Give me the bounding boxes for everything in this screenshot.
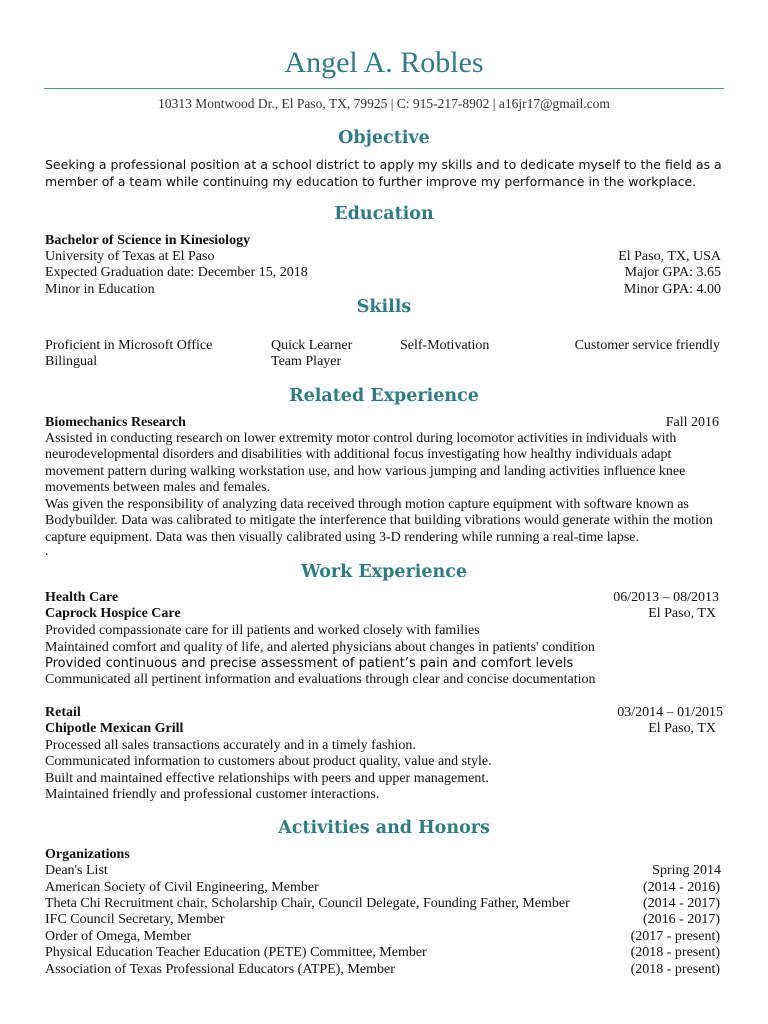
stray-period: . (45, 544, 49, 559)
objective-line: Seeking a professional position at a school district to apply my skills and to dedicate myself to the field as a (45, 157, 722, 172)
minor-gpa: Minor GPA: 4.00 (623, 282, 721, 297)
job-location: El Paso, TX (648, 606, 716, 621)
header-divider (44, 88, 724, 89)
research-date: Fall 2016 (665, 415, 719, 430)
school: University of Texas at El Paso (45, 249, 215, 264)
minor: Minor in Education (45, 282, 155, 297)
research-text-line: Assisted in conducting research on lower extremity motor control during locomotor activities in individuals with (45, 431, 677, 446)
activity-name: American Society of Civil Engineering, Member (45, 880, 319, 895)
job-location: El Paso, TX (648, 721, 716, 736)
job-duty: Provided continuous and precise assessment of patient’s pain and comfort levels (45, 656, 574, 671)
job-duty: Communicated all pertinent information and evaluations through clear and concise documentation (45, 672, 596, 687)
objective-heading: Objective (338, 128, 430, 148)
skill-item: Proficient in Microsoft Office (45, 338, 213, 353)
activity-name: Association of Texas Professional Educators (ATPE), Member (45, 962, 395, 977)
education-heading: Education (334, 204, 434, 224)
degree: Bachelor of Science in Kinesiology (45, 233, 251, 248)
activities-heading: Activities and Honors (278, 818, 490, 838)
job-field: Retail (45, 705, 81, 720)
activity-date: (2014 - 2016) (643, 880, 720, 895)
job-duty: Built and maintained effective relationships with peers and upper management. (45, 771, 489, 786)
job-duty: Maintained friendly and professional customer interactions. (45, 787, 380, 802)
job-duty: Provided compassionate care for ill patients and worked closely with families (45, 623, 480, 638)
activity-date: (2018 - present) (630, 962, 720, 977)
activity-date: (2016 - 2017) (643, 912, 720, 927)
activity-date: (2014 - 2017) (643, 896, 720, 911)
major-gpa: Major GPA: 3.65 (624, 265, 721, 280)
research-text-line: Was given the responsibility of analyzing data received through motion capture equipment with software known as (45, 497, 689, 512)
related-experience-heading: Related Experience (289, 386, 479, 406)
job-duty: Processed all sales transactions accurately and in a timely fashion. (45, 738, 416, 753)
activity-name: IFC Council Secretary, Member (45, 912, 225, 927)
work-experience-heading: Work Experience (301, 562, 467, 582)
activity-date: (2018 - present) (630, 945, 720, 960)
graduation-date: Expected Graduation date: December 15, 2018 (45, 265, 308, 280)
job-duty: Maintained comfort and quality of life, and alerted physicians about changes in patients' condition (45, 640, 595, 655)
activity-name: Theta Chi Recruitment chair, Scholarship Chair, Council Delegate, Founding Father, Member (45, 896, 570, 911)
activity-date: Spring 2014 (652, 863, 721, 878)
skill-item: Quick Learner (271, 338, 353, 353)
job-employer: Caprock Hospice Care (45, 606, 181, 621)
research-text-line: neurodevelopmental disorders and disabilities with additional focus investigating how healthy individuals adapt (45, 447, 672, 462)
skills-heading: Skills (356, 297, 412, 317)
research-role: Biomechanics Research (45, 415, 186, 430)
activity-name: Dean's List (45, 863, 108, 878)
objective-line: member of a team while continuing my education to further improve my performance in the workplace. (45, 174, 697, 189)
activity-name: Order of Omega, Member (45, 929, 192, 944)
job-date: 03/2014 – 01/2015 (617, 705, 723, 720)
job-date: 06/2013 – 08/2013 (613, 590, 719, 605)
skill-item: Self-Motivation (400, 338, 490, 353)
research-text-line: movement pattern during walking workstation use, and how various jumping and landing activities influence knee (45, 464, 686, 479)
skill-item: Customer service friendly (574, 338, 720, 353)
organizations-subheading: Organizations (45, 847, 130, 862)
skill-item: Team Player (271, 354, 342, 369)
job-duty: Communicated information to customers about product quality, value and style. (45, 754, 492, 769)
research-text-line: capture equipment. Data was then visually calibrated using 3-D rendering while running a real-time lapse. (45, 530, 640, 545)
activity-date: (2017 - present) (630, 929, 720, 944)
research-text-line: Bodybuilder. Data was calibrated to mitigate the interference that building vibrations would generate within the motion (45, 513, 713, 528)
job-field: Health Care (45, 590, 119, 605)
resume-name: Angel A. Robles (284, 46, 484, 79)
contact-info: 10313 Montwood Dr., El Paso, TX, 79925 | C: 915-217-8902 | a16jr17@gmail.com (158, 96, 610, 111)
activity-name: Physical Education Teacher Education (PETE) Committee, Member (45, 945, 427, 960)
job-employer: Chipotle Mexican Grill (45, 721, 184, 736)
skill-item: Bilingual (45, 354, 98, 369)
research-text-line: movements between males and females. (45, 480, 271, 495)
school-location: El Paso, TX, USA (618, 249, 721, 264)
